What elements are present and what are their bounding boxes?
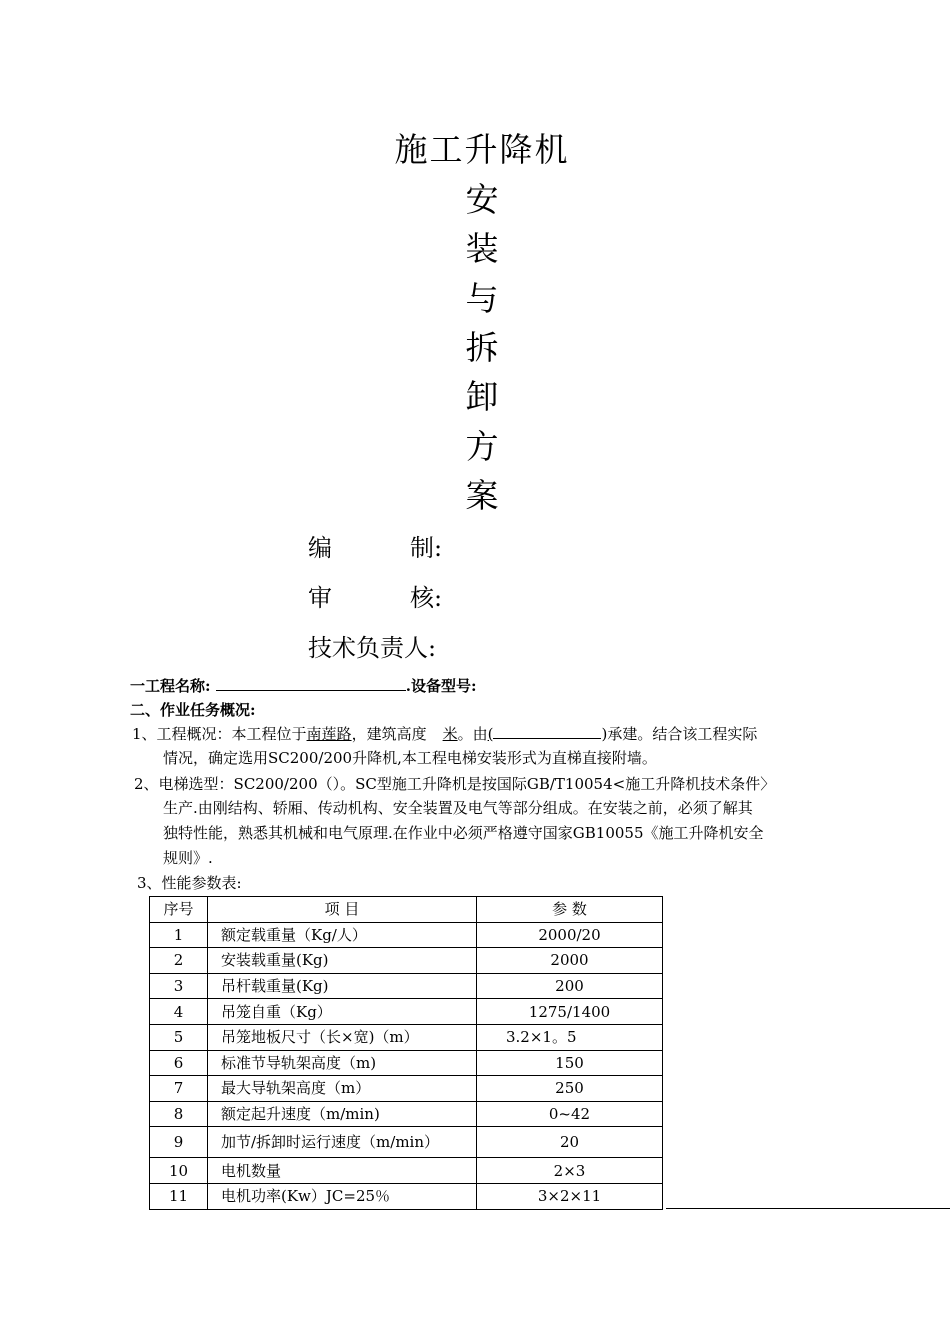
cell-value: 250 xyxy=(477,1076,663,1102)
header-item: 项 目 xyxy=(208,897,477,923)
cell-item: 吊笼地板尺寸（长×宽)（m） xyxy=(208,1024,477,1050)
device-model-label: .设备型号: xyxy=(405,677,477,695)
paragraph-1-line-2: 情况，确定选用SC200/200升降机,本工程电梯安装形式为直梯直接附墙。 xyxy=(163,749,657,767)
table-row xyxy=(150,1183,663,1209)
cell-value: 20 xyxy=(477,1127,663,1158)
table-row xyxy=(150,922,663,948)
title-char: 与 xyxy=(465,279,499,318)
cell-no: 11 xyxy=(150,1183,208,1209)
sign-reviewer xyxy=(308,582,442,614)
cell-value: 2×3 xyxy=(477,1158,663,1184)
sign-tech-lead-label: 技术负责人: xyxy=(308,634,437,662)
project-name-label: 一工程名称: xyxy=(130,677,211,695)
table-row xyxy=(150,1050,663,1076)
table-row xyxy=(150,1127,663,1158)
sign-compiler-first: 编 xyxy=(308,534,332,562)
table-row xyxy=(150,1024,663,1050)
cell-value: 1275/1400 xyxy=(477,999,663,1025)
table-row xyxy=(150,1158,663,1184)
cell-no: 9 xyxy=(150,1127,208,1158)
paragraph-1-line-1 xyxy=(132,722,757,745)
cell-no: 5 xyxy=(150,1024,208,1050)
cell-item: 最大导轨架高度（m） xyxy=(208,1076,477,1102)
cell-value: 2000/20 xyxy=(477,922,663,948)
cell-no: 6 xyxy=(150,1050,208,1076)
table-row xyxy=(150,948,663,974)
document-title: 施工升降机 xyxy=(394,130,570,169)
title-char: 案 xyxy=(465,476,499,515)
paragraph-2-line-4: 规则》. xyxy=(163,849,213,867)
cell-value: 200 xyxy=(477,973,663,999)
paragraph-3: 3、性能参数表: xyxy=(137,874,242,892)
cell-item: 额定起升速度（m/min) xyxy=(208,1101,477,1127)
p1-contractor-blank xyxy=(493,722,601,739)
table-extension-line xyxy=(666,1208,950,1209)
sign-reviewer-last: 核: xyxy=(410,584,443,612)
cell-no: 1 xyxy=(150,922,208,948)
p1-text-c: 。由 xyxy=(457,725,488,743)
cell-value: 150 xyxy=(477,1050,663,1076)
title-char: 装 xyxy=(465,229,499,268)
paragraph-2-line-2: 生产.由刚结构、轿厢、传动机构、安全装置及电气等部分组成。在安装之前，必须了解其 xyxy=(163,799,753,817)
project-name-line xyxy=(130,674,477,697)
cell-value: 2000 xyxy=(477,948,663,974)
cell-item: 标准节导轨架高度（m) xyxy=(208,1050,477,1076)
cell-no: 3 xyxy=(150,973,208,999)
table-header-row xyxy=(150,897,663,923)
header-no: 序号 xyxy=(150,897,208,923)
cell-item: 安装载重量(Kg) xyxy=(208,948,477,974)
paragraph-2-line-3: 独特性能，熟悉其机械和电气原理.在作业中必须严格遵守国家GB10055《施工升降机安全 xyxy=(163,824,764,842)
table-row xyxy=(150,999,663,1025)
paragraph-2-line-1: 2、电梯选型：SC200/200（）。SC型施工升降机是按国际GB/T10054<施工升降机技术条件〉 xyxy=(134,775,776,793)
cell-no: 10 xyxy=(150,1158,208,1184)
table-row xyxy=(150,973,663,999)
cell-no: 8 xyxy=(150,1101,208,1127)
section-heading: 二、作业任务概况: xyxy=(130,701,256,719)
cell-value: 0~42 xyxy=(477,1101,663,1127)
table-row xyxy=(150,1101,663,1127)
p1-paren-open: ( xyxy=(487,725,494,743)
sign-tech-lead xyxy=(308,632,436,664)
project-name-blank xyxy=(216,674,406,691)
cell-item: 电机功率(Kw）JC=25％ xyxy=(208,1183,477,1209)
p1-unit: 米 xyxy=(442,725,458,743)
cell-value: 3×2×11 xyxy=(477,1183,663,1209)
p1-location: 南莲路 xyxy=(306,725,352,743)
title-char: 方 xyxy=(465,427,499,466)
cell-item: 吊杆载重量(Kg) xyxy=(208,973,477,999)
cell-item: 电机数量 xyxy=(208,1158,477,1184)
cell-item: 加节/拆卸时运行速度（m/min） xyxy=(208,1127,477,1158)
title-char: 卸 xyxy=(465,377,499,416)
sign-compiler-last: 制: xyxy=(410,534,443,562)
p1-text-b: ，建筑高度 xyxy=(351,725,427,743)
p1-text-e: )承建。结合该工程实际 xyxy=(601,725,758,743)
title-char: 拆 xyxy=(465,328,499,367)
performance-table xyxy=(149,896,663,1210)
header-value: 参 数 xyxy=(477,897,663,923)
cell-no: 4 xyxy=(150,999,208,1025)
sign-reviewer-first: 审 xyxy=(308,584,332,612)
cell-no: 7 xyxy=(150,1076,208,1102)
p1-text-a: 1、工程概况：本工程位于 xyxy=(132,725,307,743)
sign-compiler xyxy=(308,532,442,564)
cell-item: 额定载重量（Kg/人） xyxy=(208,922,477,948)
cell-item: 吊笼自重（Kg） xyxy=(208,999,477,1025)
cell-value: 3.2×1。5 xyxy=(477,1024,663,1050)
cell-no: 2 xyxy=(150,948,208,974)
title-char: 安 xyxy=(465,180,499,219)
table-row xyxy=(150,1076,663,1102)
